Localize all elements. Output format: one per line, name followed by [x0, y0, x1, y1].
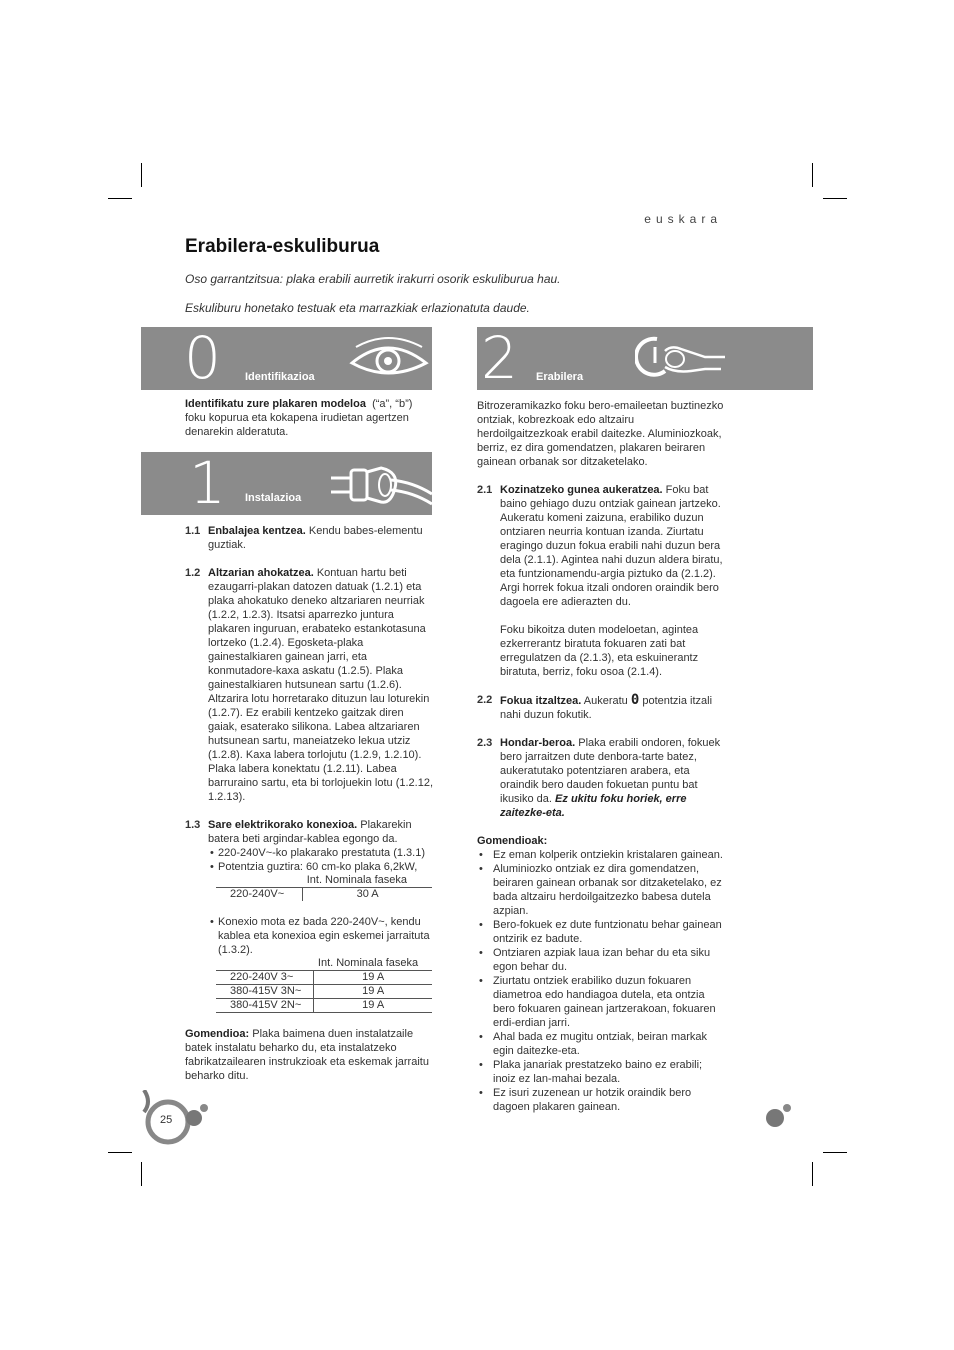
section-number-2-1: 2.1	[477, 484, 493, 496]
section-1-3	[185, 818, 435, 1013]
page-badge	[138, 1090, 212, 1148]
crop-mark	[141, 163, 142, 187]
bullet-text: Potentzia guztira: 60 cm-ko plaka 6,2kW,	[218, 861, 418, 873]
identification-text	[185, 397, 435, 439]
crop-mark	[812, 163, 813, 187]
power-table-2	[216, 957, 432, 1013]
tip-item: • Bero-fokuek ez dute funtzionatu behar gainean ontzirik ez badute.	[477, 918, 727, 946]
section-band-installation	[141, 449, 432, 517]
table-row	[216, 971, 432, 985]
crop-mark	[108, 198, 132, 199]
tip-item: • Ez isuri zuzenean ur hotzik oraindik bero dagoen plakaren gainean.	[477, 1086, 727, 1114]
eye-icon	[346, 333, 430, 383]
use-intro-text: Bitrozeramikazko foku bero-emaileetan buztinezko ontziak, kobrezkoak edo altzairu herdoilgaitzezkoak erabil daitezke. Aluminiozkoak, berriz, ez dira gomendatzen, plakaren beiraren gainean orbanak sor ditzaketelako.	[477, 400, 724, 468]
ident-bold: Identifikatu zure plakaren modeloa	[185, 398, 366, 410]
power-table-1	[216, 874, 432, 901]
section-band-identification	[141, 324, 432, 392]
section-band-use	[477, 324, 813, 392]
section-title-2-1: Kozinatzeko gunea aukeratzea.	[500, 484, 663, 496]
page-number: 25	[160, 1114, 173, 1126]
tip-item: • Ahal bada ez mugitu ontziak, beiran markak egin daitezke-eta.	[477, 1030, 727, 1058]
section-text-2-3: Plaka erabili ondoren, fokuek bero jarraitzen dute denbora-tarte batez, aukeratutako potentziaren arabera, eta oraindik bero dauden fokuetan puntu bat ikusiko da.	[500, 737, 721, 805]
tip-item: • Ez eman kolperik ontziekin kristalaren gainean.	[477, 848, 727, 862]
recommendation	[185, 1027, 435, 1083]
ident-quote: (“a”, “b”)	[372, 398, 413, 410]
language-label: euskara	[644, 212, 722, 226]
crop-mark	[823, 1152, 847, 1153]
installation-column	[185, 524, 435, 1083]
tips-list	[477, 848, 727, 1114]
page-title: Erabilera-eskuliburua	[185, 236, 380, 257]
warning-emphasis: Ez ukitu foku horiek, erre zaitezke-eta.	[500, 793, 687, 819]
tip-item: • Ziurtatu ontziek erabiliko duzun fokuaren diametroa edo handiagoa dutela, eta ontzia bero fokuaren gainean jartzerakoan, fokuaren erdi-erdian jarri.	[477, 974, 727, 1030]
table-cell: 19 A	[362, 971, 385, 983]
section-number-2-3: 2.3	[477, 737, 493, 749]
section-label: Erabilera	[536, 371, 584, 383]
use-column	[477, 399, 727, 1114]
ident-rest: foku kopurua eta kokapena irudietan agertzen denarekin alderatuta.	[185, 412, 409, 438]
tip-item: • Plaka janariak prestatzeko baino ez erabili; inoiz ez lan-mahai bezala.	[477, 1058, 727, 1086]
intro-note: Eskuliburu honetako testuak eta marrazkiak erlazionatuta daude.	[185, 301, 530, 315]
section-title-2-2: Fokua itzaltzea.	[500, 695, 582, 707]
table-cell: 220-240V~	[216, 888, 303, 902]
bullet-item	[208, 846, 435, 860]
decorative-dots	[764, 1100, 796, 1132]
crop-mark	[141, 1162, 142, 1186]
section-number-2-2: 2.2	[477, 694, 493, 706]
section-title-1-3: Sare elektrikorako konexioa.	[208, 819, 358, 831]
section-number-1-1: 1.1	[185, 525, 201, 537]
table-row	[216, 888, 432, 902]
section-number: 0	[184, 324, 221, 392]
table-cell: 220-240V 3~	[216, 971, 314, 985]
zero-power-symbol: 0	[630, 692, 640, 708]
section-text-1-2: Kontuan hartu beti ezaugarri-plakan datozen datuak (1.2.1) eta plaka ahokatuko deneko altzariaren neurriak (1.2.2, 1.2.3). Itsatsi aparrezko juntura plakaren inguruan, erabateko estankotasuna lortzeko (1.2.4). Egosketa-plaka gainestalkiaren gainean jarri, eta konmutadore-kaxa askatu (1.2.5). Plaka gainestalkiaren hutsunean sartu (1.2.6). Altzarira lotu horretarako dituzun lau loturekin (1.2.7). Ez erabili kentzeko gaitzak diren gaiak, esaterako silikona. Labea altzariaren hutsunean sartu, maneiatzeko lekua utziz (1.2.8). Kaxa labera torlojutu (1.2.9, 1.2.10). Plaka labera konektatu (1.2.11). Labea barruraino sartu, eta bi torlojuekin lotu (1.2.12, 1.2.13).	[208, 567, 434, 803]
section-2-1	[477, 483, 727, 679]
section-number-1-3: 1.3	[185, 819, 201, 831]
recommendation-text: Plaka baimena duen instalatzaile batek instalatu beharko du, eta instalatzeko fabrikatzailearen instrukzioak eta eskemak jarraitu beharko ditu.	[185, 1028, 429, 1082]
table-cell: 30 A	[356, 888, 379, 900]
recommendation-label: Gomendioa:	[185, 1028, 250, 1040]
section-number: 2	[481, 324, 518, 392]
crop-mark	[108, 1152, 132, 1153]
section-label: Instalazioa	[245, 492, 302, 504]
bullet-text: 220-240V~-ko plakarako prestatuta (1.3.1)	[218, 847, 425, 859]
table-cell: 19 A	[362, 985, 385, 997]
tips-title: Gomendioak:	[477, 835, 548, 847]
tip-item: • Ontziaren azpiak laua izan behar du eta siku egon behar du.	[477, 946, 727, 974]
section-number-1-2: 1.2	[185, 567, 201, 579]
section-title-1-2: Altzarian ahokatzea.	[208, 567, 314, 579]
table-row	[216, 999, 432, 1013]
table-row	[216, 985, 432, 999]
section-text-2-2-b: potentzia itzali nahi duzun fokutik.	[500, 695, 713, 721]
crop-mark	[812, 1162, 813, 1186]
section-text-1-3: Plakarekin batera beti argindar-kablea egongo da.	[208, 819, 412, 845]
section-title-1-1: Enbalajea kentzea.	[208, 525, 306, 537]
bullet-item	[208, 860, 435, 874]
section-text-2-2-a: Aukeratu	[583, 695, 628, 707]
section-2-3	[477, 736, 727, 820]
tip-item: • Aluminiozko ontziak ez dira gomendatzen, beiraren gainean orbanak sor ditzaketelako, ez bada altzairu herdoilgaitzezko babesa dutela azpian.	[477, 862, 727, 918]
section-text-1-1: Kendu babes-elementu guztiak.	[208, 525, 423, 551]
section-label: Identifikazioa	[245, 371, 315, 383]
table-header: Int. Nominala faseka	[303, 874, 432, 888]
section-text-2-1: Foku bat baino gehiago duzu ontziak gainean jartzeko. Aukeratu komeni zaizuna, erabiliko duzun ontziaren neurria kontuan izanda. Ziurtatu eragingo duzun fokua erabili nahi duzun bera dela (2.1.1). Agintea nahi duzun aldera biratu, eta funtzionamendu-argia piztuko da (2.1.2). Argi horrek fokua itzali ondoren oraindik bero dagoela ere adierazten du.	[500, 484, 723, 608]
table-cell: 380-415V 3N~	[216, 985, 314, 999]
crop-mark	[823, 198, 847, 199]
section-1-1	[185, 524, 435, 552]
section-number: 1	[189, 449, 226, 517]
table-cell: 19 A	[362, 999, 385, 1011]
bullet-text: Konexio mota ez bada 220-240V~, kendu kablea eta konexioa egin eskemei jarraituta (1.3.2).	[218, 916, 430, 956]
section-title-2-3: Hondar-beroa.	[500, 737, 576, 749]
intro-warning: Oso garrantzitsua: plaka erabili aurretik irakurri osorik eskuliburua hau.	[185, 272, 561, 286]
bullet-item	[208, 915, 435, 957]
table-header: Int. Nominala faseka	[314, 957, 432, 971]
section-text-2-1-b: Foku bikoitza duten modeloetan, agintea ezkerrerantz biratuta fokuaren zati bat erregulatzen da (2.1.3), eta eskuinerantz biratuta, berriz, foku osoa (2.1.4).	[500, 624, 699, 678]
plug-icon	[329, 458, 432, 512]
section-2-2	[477, 693, 727, 722]
section-1-2	[185, 566, 435, 804]
table-cell: 380-415V 2N~	[216, 999, 314, 1013]
finger-power-icon	[635, 333, 729, 385]
